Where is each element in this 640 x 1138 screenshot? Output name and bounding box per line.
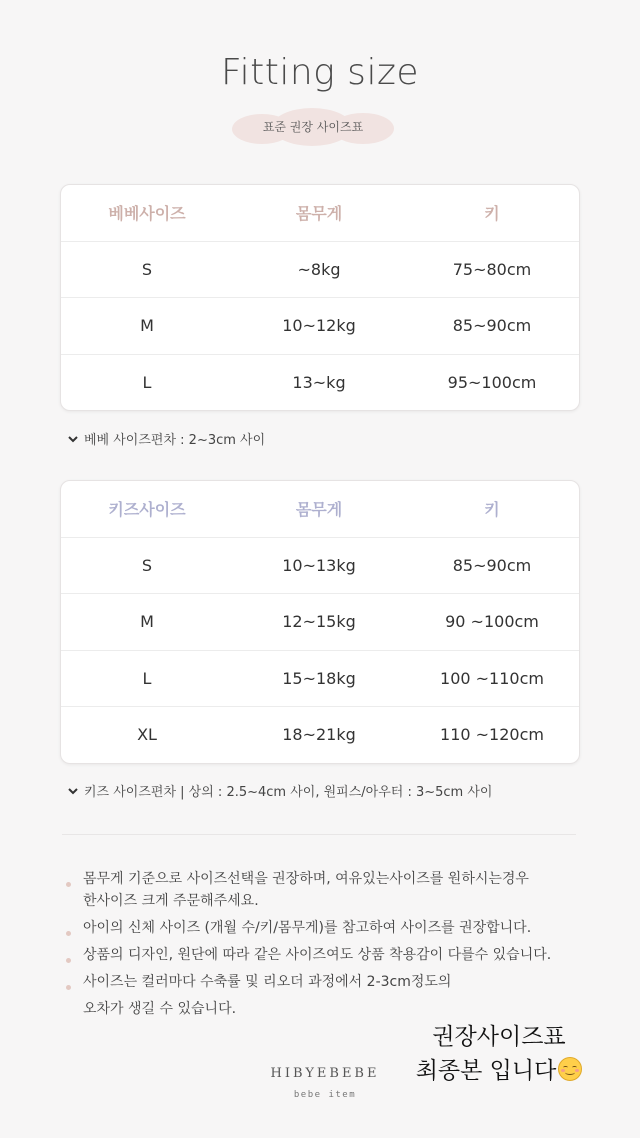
height-cell: 100 ~110cm — [440, 668, 544, 688]
table-row — [61, 593, 579, 650]
bullet-dot-icon — [66, 882, 71, 887]
baby-size-note — [66, 429, 265, 448]
header-cell: 키 — [484, 204, 500, 224]
bullet-dot-icon — [66, 985, 71, 990]
size-cell: L — [142, 372, 152, 392]
weight-cell: 18~21kg — [282, 725, 356, 745]
overlay-line-2-wrap — [404, 1054, 594, 1088]
size-cell: M — [140, 612, 154, 632]
table-header-row — [61, 185, 579, 241]
chevron-down-icon — [66, 784, 80, 798]
table-row — [61, 354, 579, 411]
kids-size-note — [66, 781, 492, 800]
kids-size-table — [60, 480, 580, 764]
overlay-line-2: 최종본 입니다 — [415, 1058, 557, 1084]
brand-tagline: bebe item — [293, 1090, 357, 1100]
header-cell: 베베사이즈 — [108, 204, 186, 224]
table-row — [61, 537, 579, 594]
overlay-caption — [404, 1020, 594, 1088]
note-line: 오차가 생길 수 있습니다. — [83, 1001, 237, 1017]
page-title: Fitting size — [221, 52, 419, 93]
header-cell: 몸무게 — [295, 500, 343, 520]
table-row — [61, 706, 579, 763]
baby-note-text: 베베 사이즈편차 : 2~3cm 사이 — [84, 433, 266, 448]
table-row — [61, 297, 579, 354]
notes-list — [66, 868, 586, 1025]
size-cell: L — [142, 668, 152, 688]
height-cell: 110 ~120cm — [440, 725, 544, 745]
size-cell: S — [141, 259, 153, 279]
smiling-face-icon — [558, 1057, 582, 1081]
bullet-dot-icon — [66, 931, 71, 936]
note-line: 상품의 디자인, 원단에 따라 같은 사이즈여도 상품 착용감이 다를수 있습니다. — [83, 947, 552, 963]
height-cell: 75~80cm — [452, 259, 532, 279]
list-item — [66, 971, 586, 1020]
table-row — [61, 241, 579, 298]
height-cell: 90 ~100cm — [445, 612, 539, 632]
kids-note-text: 키즈 사이즈편차 | 상의 : 2.5~4cm 사이, 원피스/아우터 : 3~5cm 사이 — [84, 785, 493, 800]
table-header-row — [61, 481, 579, 537]
header-cell: 몸무게 — [295, 204, 343, 224]
weight-cell: 12~15kg — [282, 612, 356, 632]
chevron-down-icon — [66, 432, 80, 446]
weight-cell: 13~kg — [292, 372, 346, 392]
table-row — [61, 650, 579, 707]
weight-cell: ~8kg — [297, 259, 341, 279]
height-cell: 85~90cm — [452, 316, 532, 336]
subtitle-badge — [232, 108, 394, 146]
baby-size-table — [60, 184, 580, 411]
list-item — [66, 868, 586, 912]
weight-cell: 10~12kg — [282, 316, 356, 336]
brand-logo: HIBYEBEBE — [270, 1066, 380, 1081]
size-cell: S — [141, 555, 153, 575]
section-divider — [62, 834, 576, 835]
note-line: 한사이즈 크게 주문해주세요. — [83, 893, 259, 909]
size-cell: M — [140, 316, 154, 336]
list-item — [66, 944, 586, 966]
weight-cell: 15~18kg — [282, 668, 356, 688]
header-cell: 키즈사이즈 — [108, 500, 186, 520]
weight-cell: 10~13kg — [282, 555, 356, 575]
header-cell: 키 — [484, 500, 500, 520]
height-cell: 85~90cm — [452, 555, 532, 575]
overlay-line-1: 권장사이즈표 — [432, 1024, 566, 1050]
subtitle-label: 표준 권장 사이즈표 — [262, 120, 364, 134]
height-cell: 95~100cm — [447, 372, 537, 392]
note-line: 아이의 신체 사이즈 (개월 수/키/몸무게)를 참고하여 사이즈를 권장합니다. — [83, 920, 532, 936]
size-cell: XL — [137, 725, 157, 745]
bullet-dot-icon — [66, 958, 71, 963]
note-line: 사이즈는 컬러마다 수축률 및 리오더 과정에서 2-3cm정도의 — [83, 974, 452, 990]
list-item — [66, 917, 586, 939]
note-line: 몸무게 기준으로 사이즈선택을 권장하며, 여유있는사이즈를 원하시는경우 — [83, 871, 529, 887]
